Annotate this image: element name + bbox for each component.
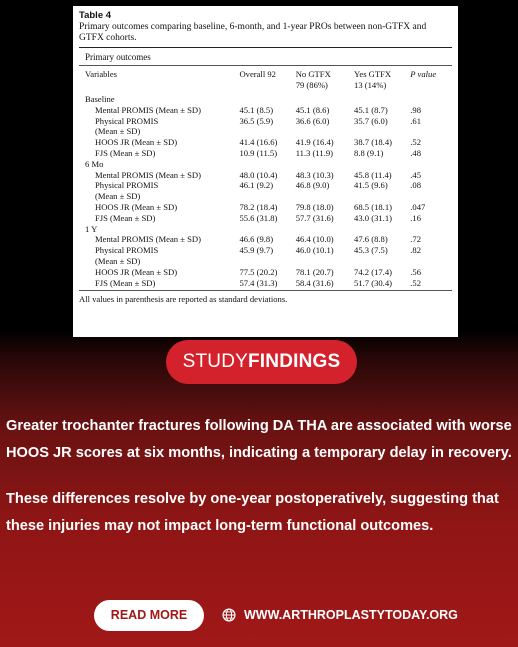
row-variable: HOOS JR (Mean ± SD)	[95, 201, 178, 212]
cell-yes-gtfx: 45.8 (11.4)	[354, 169, 392, 180]
cell-overall: 41.4 (16.6)	[239, 137, 278, 148]
cell-p-value: .16	[410, 212, 422, 223]
row-variable: Mental PROMIS (Mean ± SD)	[95, 104, 201, 115]
cell-yes-gtfx: 74.2 (17.4)	[354, 266, 392, 277]
cell-p-value: .61	[410, 115, 422, 126]
cell-no-gtfx: 46.0 (10.1)	[295, 245, 334, 256]
cell-no-gtfx: 78.1 (20.7)	[295, 266, 334, 277]
cell-no-gtfx: 46.4 (10.0)	[295, 234, 334, 245]
cell-no-gtfx: 48.3 (10.3)	[295, 169, 334, 180]
table-row	[79, 267, 452, 278]
table-header-row	[79, 66, 452, 94]
cell-no-gtfx: 11.3 (11.9)	[295, 147, 333, 158]
cell-no-gtfx: 36.6 (6.0)	[295, 115, 330, 126]
cell-p-value: .82	[410, 245, 422, 256]
cell-no-gtfx: 79.8 (18.0)	[295, 201, 334, 212]
table-row	[79, 245, 452, 267]
row-variable: Physical PROMIS (Mean ± SD)	[95, 115, 159, 137]
cell-p-value: .52	[410, 277, 422, 288]
table-footnote: All values in parenthesis are reported as standard deviations.	[79, 290, 452, 304]
header-yes-gtfx: Yes GTFX 13 (14%)	[354, 69, 392, 90]
row-variable: HOOS JR (Mean ± SD)	[95, 266, 178, 277]
cell-overall: 57.4 (31.3)	[239, 277, 278, 288]
cell-yes-gtfx: 43.0 (31.1)	[354, 212, 392, 223]
cell-overall: 77.5 (20.2)	[239, 266, 278, 277]
row-variable: Physical PROMIS (Mean ± SD)	[95, 180, 159, 202]
cell-yes-gtfx: 8.8 (9.1)	[354, 147, 384, 158]
findings-text	[6, 413, 514, 559]
cell-overall: 10.9 (11.5)	[239, 147, 278, 158]
cell-p-value: .72	[410, 234, 422, 245]
table-row	[79, 148, 452, 159]
finding-paragraph-2: These differences resolve by one-year postoperatively, suggesting that these injuries may not impact long-term functional outcomes.	[6, 491, 499, 534]
group-label: Baseline	[85, 94, 115, 104]
table-row	[79, 105, 452, 116]
table-label: Table 4	[79, 10, 112, 21]
cell-p-value: .52	[410, 137, 422, 148]
table-section-title: Primary outcomes	[85, 52, 151, 62]
cell-yes-gtfx: 45.1 (8.7)	[354, 104, 388, 115]
row-variable: HOOS JR (Mean ± SD)	[95, 137, 178, 148]
group-row	[79, 159, 452, 170]
cell-overall: 46.6 (9.8)	[239, 234, 274, 245]
cell-overall: 36.5 (5.9)	[239, 115, 274, 126]
row-variable: FJS (Mean ± SD)	[95, 212, 156, 223]
cell-no-gtfx: 57.7 (31.6)	[295, 212, 334, 223]
website-link[interactable]	[222, 605, 458, 625]
cell-p-value: .48	[410, 147, 422, 158]
group-row	[79, 224, 452, 235]
globe-icon	[222, 608, 236, 622]
cell-no-gtfx: 58.4 (31.6)	[295, 277, 334, 288]
row-variable: Mental PROMIS (Mean ± SD)	[95, 169, 201, 180]
cell-overall: 78.2 (18.4)	[239, 201, 278, 212]
table-row	[79, 234, 452, 245]
header-variables: Variables	[85, 69, 117, 79]
group-label: 1 Y	[85, 223, 98, 234]
row-variable: FJS (Mean ± SD)	[95, 147, 156, 158]
table-row	[79, 202, 452, 213]
outcomes-table	[79, 66, 452, 288]
cell-p-value: .56	[410, 266, 422, 277]
cell-overall: 55.6 (31.8)	[239, 212, 278, 223]
group-label: 6 Mo	[85, 158, 104, 169]
cell-yes-gtfx: 51.7 (30.4)	[354, 277, 392, 288]
row-variable: FJS (Mean ± SD)	[95, 277, 156, 288]
cell-overall: 46.1 (9.2)	[239, 180, 274, 191]
row-variable: Mental PROMIS (Mean ± SD)	[95, 234, 201, 245]
table-row	[79, 278, 452, 289]
table-row	[79, 213, 452, 224]
cell-overall: 45.1 (8.5)	[239, 104, 274, 115]
cell-p-value: .45	[410, 169, 422, 180]
cell-yes-gtfx: 68.5 (18.1)	[354, 201, 392, 212]
table-row	[79, 116, 452, 138]
cell-yes-gtfx: 47.6 (8.8)	[354, 234, 388, 245]
table-row	[79, 180, 452, 202]
header-no-gtfx: No GTFX 79 (86%)	[295, 69, 331, 90]
study-findings-badge: STUDYFINDINGS	[166, 340, 357, 384]
cell-yes-gtfx: 38.7 (18.4)	[354, 137, 392, 148]
cell-p-value: .98	[410, 104, 422, 115]
table-document	[73, 6, 458, 337]
cell-overall: 45.9 (9.7)	[239, 245, 274, 256]
header-overall: Overall 92	[239, 69, 276, 79]
read-more-button[interactable]: READ MORE	[94, 600, 204, 631]
cell-overall: 48.0 (10.4)	[239, 169, 278, 180]
table-row	[79, 137, 452, 148]
group-row	[79, 94, 452, 105]
cell-p-value: .047	[410, 201, 426, 212]
cell-yes-gtfx: 45.3 (7.5)	[354, 245, 388, 256]
cell-no-gtfx: 46.8 (9.0)	[295, 180, 330, 191]
table-row	[79, 170, 452, 181]
cell-yes-gtfx: 35.7 (6.0)	[354, 115, 388, 126]
finding-paragraph-1: Greater trochanter fractures following DA THA are associated with worse HOOS JR scores at six months, indicating a temporary delay in recovery.	[6, 418, 512, 461]
cell-no-gtfx: 41.9 (16.4)	[295, 137, 334, 148]
table-caption: Primary outcomes comparing baseline, 6-month, and 1-year PROs between non-GTFX and GTFX cohorts.	[79, 22, 427, 43]
website-text: WWW.ARTHROPLASTYTODAY.ORG	[244, 608, 458, 622]
cell-no-gtfx: 45.1 (8.6)	[295, 104, 330, 115]
row-variable: Physical PROMIS (Mean ± SD)	[95, 245, 159, 266]
cell-p-value: .08	[410, 180, 422, 191]
cell-yes-gtfx: 41.5 (9.6)	[354, 180, 388, 191]
header-p-value: P value	[410, 69, 437, 79]
